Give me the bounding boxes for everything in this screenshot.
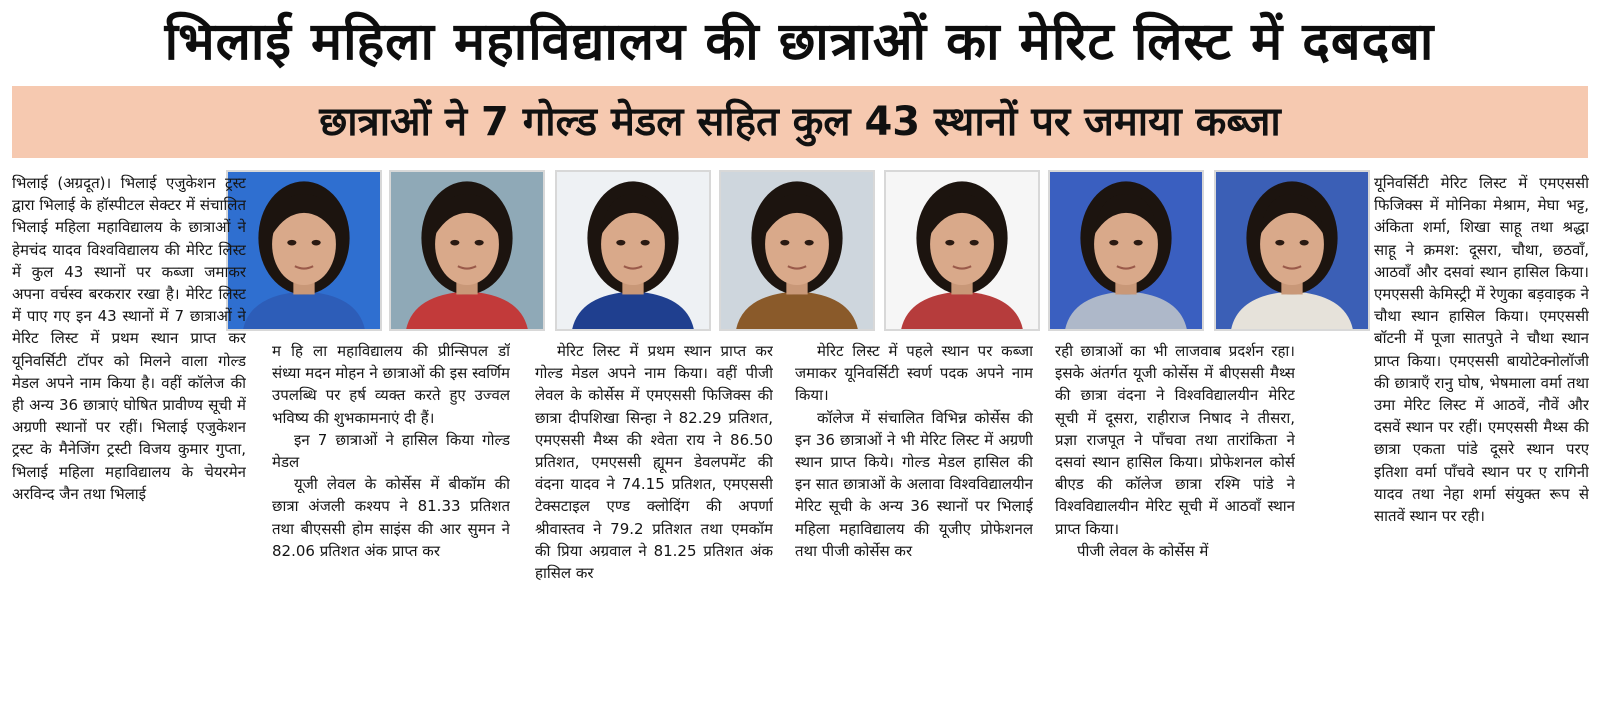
portrait-illustration [557, 172, 709, 329]
subheadline: छात्राओं ने 7 गोल्ड मेडल सहित कुल 43 स्थानों पर जमाया कब्जा [319, 99, 1281, 145]
student-photo-1 [226, 170, 382, 331]
portrait-illustration [228, 172, 380, 329]
subsection-heading: इन 7 छात्राओं ने हासिल किया गोल्ड मेडल [272, 430, 510, 472]
student-photo-6 [1048, 170, 1204, 331]
portrait-illustration [391, 172, 543, 329]
student-photo-5 [884, 170, 1040, 331]
article-paragraph: मेरिट लिस्ट में पहले स्थान पर कब्जा जमाकर यूनिवर्सिटी स्वर्ण पदक अपने नाम किया। [795, 342, 1033, 405]
article-column-3 [535, 340, 773, 720]
article-paragraph: म हि ला महाविद्यालय की प्रीन्सिपल डॉ संध्या मदन मोहन ने छात्राओं की इस स्वर्णिम उपलब्धि पर हर्ष व्यक्त करते हुए उज्वल भविष्य की शुभकामनाएं दी हैं। [272, 342, 510, 427]
portrait-illustration [1050, 172, 1202, 329]
article-paragraph: यूनिवर्सिटी मेरिट लिस्ट में एमएससी फिजिक्स में मोनिका मेश्राम, मेघा भट्ट, अंकिता शर्मा, शिखा साहू तथा श्रद्धा साहू ने क्रमश: दूसरा, चौथा, छठवाँ, आठवाँ और दसवां स्थान हासिल किया। एमएससी केमिस्ट्री में रेणुका बड़वाइक ने चौथा स्थान हासिल किया। एमएससी बॉटनी में पूजा सातपुते ने चौथा स्थान प्राप्त किया। एमएससी बायोटेक्नोलॉजी की छात्राएँ रानु घोष, भेषमाला वर्मा तथा उमा मेरिट लिस्ट में आठवें, नौवें और दसवें स्थान पर रहीं। एमएससी मैथ्स की छात्रा एकता पांडे दूसरे स्थान परए इतिशा वर्मा पाँचवे स्थान पर ए रागिनी यादव तथा नेहा शर्मा संयुक्त रूप से सातवें स्थान पर रही। [1374, 174, 1589, 526]
student-photo-4 [719, 170, 875, 331]
student-photo-7 [1214, 170, 1370, 331]
headline: भिलाई महिला महाविद्यालय की छात्राओं का मेरिट लिस्ट में दबदबा [164, 12, 1435, 72]
portrait-illustration [886, 172, 1038, 329]
portrait-illustration [721, 172, 873, 329]
article-paragraph: भिलाई (अग्रदूत)। भिलाई एजुकेशन ट्रस्ट द्वारा भिलाई के हॉस्पीटल सेक्टर में संचालित भिलाई महिला महाविद्यालय के छात्राओं ने हेमचंद यादव विश्वविद्यालय की मेरिट लिस्ट में कुल 43 स्थानों पर कब्जा जमाकर अपना वर्चस्व बरकरार रखा है। मेरिट लिस्ट में पाए गए इन 43 स्थानों में 7 छात्राओं ने मेरिट लिस्ट में प्रथम स्थान प्राप्त कर यूनिवर्सिटी टॉपर को मिलने वाला गोल्ड मेडल अपने नाम किया है। वहीं कॉलेज की ही अन्य 36 छात्राएं घोषित प्रावीण्य सूची में अग्रणी स्थानों पर रहीं। भिलाई एजुकेशन ट्रस्ट के मैनेजिंग ट्रस्टी विजय कुमार गुप्ता, भिलाई महिला महाविद्यालय के चेयरमेन अरविन्द जैन तथा भिलाई [12, 174, 246, 503]
article-column-1 [12, 172, 246, 720]
article-paragraph: रही छात्राओं का भी लाजवाब प्रदर्शन रहा। इसके अंतर्गत यूजी कोर्सेस में बीएससी मैथ्स की छात्रा वंदना ने विश्वविद्यालयीन मेरिट सूची में दूसरा, राहीराज निषाद ने तीसरा, प्रज्ञा राजपूत ने पाँचवा तथा तारांकिता ने दसवां स्थान हासिल किया। प्रोफेशनल कोर्स बीएड की कॉलेज छात्रा रश्मि पांडे ने विश्वविद्यालयीन मेरिट सूची में आठवाँ स्थान प्राप्त किया। [1055, 342, 1295, 538]
article-paragraph: पीजी लेवल के कोर्सेस में [1077, 541, 1209, 560]
article-paragraph: मेरिट लिस्ट में प्रथम स्थान प्राप्त कर गोल्ड मेडल अपने नाम किया। वहीं पीजी लेवल के कोर्सेस में एमएससी फिजिक्स की छात्रा दीपशिखा सिन्हा ने 82.29 प्रतिशत, एमएससी मैथ्स की श्वेता राय ने 86.50 प्रतिशत, एमएससी ह्यूमन डेवलपमेंट की वंदना यादव ने 74.15 प्रतिशत, एमएससी टेक्सटाइल एण्ड क्लोदिंग की अपर्णा श्रीवास्तव ने 79.2 प्रतिशत तथा एमकॉम की प्रिया अग्रवाल ने 81.25 प्रतिशत अंक हासिल कर [535, 342, 773, 583]
article-column-4 [795, 340, 1033, 720]
student-photo-2 [389, 170, 545, 331]
article-paragraph: यूजी लेवल के कोर्सेस में बीकॉम की छात्रा अंजली कश्यप ने 81.33 प्रतिशत तथा बीएससी होम साइंस की आर सुमन ने 82.06 प्रतिशत अंक प्राप्त कर [272, 475, 510, 560]
article-paragraph: कॉलेज में संचालित विभिन्न कोर्सेस की इन 36 छात्राओं ने भी मेरिट लिस्ट में अग्रणी स्थान प्राप्त किये। गोल्ड मेडल हासिल की इन सात छात्राओं के अलावा विश्वविद्यालयीन मेरिट सूची के अन्य 36 स्थानों पर भिलाई महिला महाविद्यालय की यूजीए प्रोफेशनल तथा पीजी कोर्सेस कर [795, 408, 1033, 560]
portrait-illustration [1216, 172, 1368, 329]
article-column-5 [1055, 340, 1295, 720]
student-photo-3 [555, 170, 711, 331]
article-column-2 [272, 340, 510, 720]
article-column-6 [1374, 172, 1589, 720]
